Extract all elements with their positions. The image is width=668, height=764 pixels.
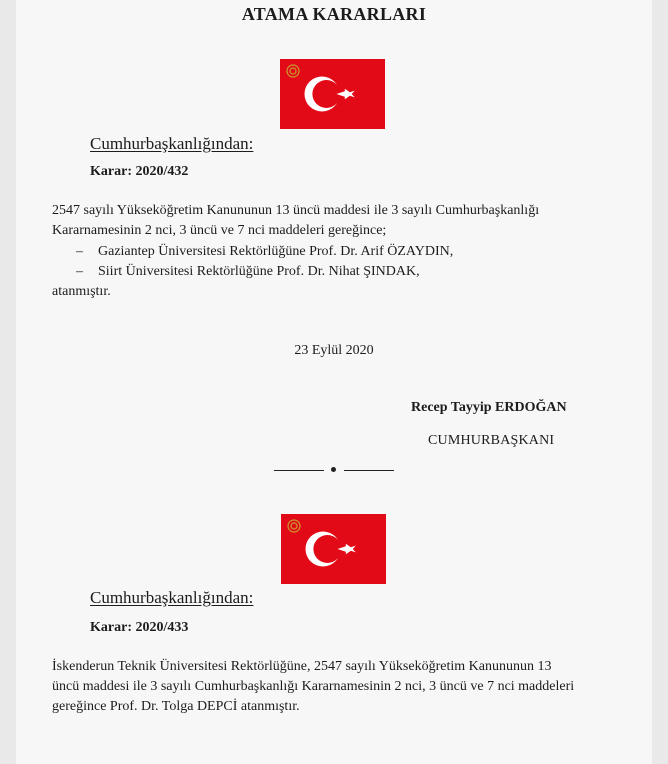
separator-line bbox=[344, 470, 394, 471]
signer-title: CUMHURBAŞKANI bbox=[428, 433, 555, 448]
decision-body-line: 2547 sayılı Yükseköğretim Kanununun 13 üncü maddesi ile 3 sayılı Cumhurbaşkanlığı bbox=[52, 203, 540, 218]
appointment-text: Siirt Üniversitesi Rektörlüğüne Prof. Dr. Nihat ŞINDAK, bbox=[98, 264, 420, 279]
list-dash: – bbox=[76, 264, 83, 279]
turkish-flag-icon bbox=[281, 514, 386, 589]
decision-body-line: İskenderun Teknik Üniversitesi Rektörlüğüne, 2547 sayılı Yükseköğretim Kanununun 13 bbox=[52, 659, 552, 674]
appointment-item bbox=[76, 262, 420, 282]
decision-number: Karar: 2020/432 bbox=[90, 164, 189, 179]
page-title: ATAMA KARARLARI bbox=[241, 4, 427, 24]
decision-heading: Cumhurbaşkanlığından: bbox=[90, 588, 254, 607]
turkish-flag-icon bbox=[280, 59, 385, 134]
appointment-text: Gaziantep Üniversitesi Rektörlüğüne Prof. Dr. Arif ÖZAYDIN, bbox=[98, 244, 454, 259]
separator-dot-icon bbox=[331, 467, 336, 472]
appointment-item bbox=[76, 242, 453, 262]
separator-line bbox=[274, 470, 324, 471]
decision-heading: Cumhurbaşkanlığından: bbox=[90, 134, 254, 153]
decision-date: 23 Eylül 2020 bbox=[294, 343, 374, 358]
signer-name: Recep Tayyip ERDOĞAN bbox=[411, 400, 567, 415]
list-dash: – bbox=[76, 244, 83, 259]
closing-text: atanmıştır. bbox=[52, 284, 111, 299]
decision-body-line: gereğince Prof. Dr. Tolga DEPCİ atanmıştır. bbox=[52, 699, 300, 714]
decision-number: Karar: 2020/433 bbox=[90, 620, 189, 635]
decision-body-line: Kararnamesinin 2 nci, 3 üncü ve 7 nci maddeleri gereğince; bbox=[52, 223, 387, 238]
decision-body-line: üncü maddesi ile 3 sayılı Cumhurbaşkanlığı Kararnamesinin 2 nci, 3 üncü ve 7 nci maddeleri bbox=[52, 679, 575, 694]
